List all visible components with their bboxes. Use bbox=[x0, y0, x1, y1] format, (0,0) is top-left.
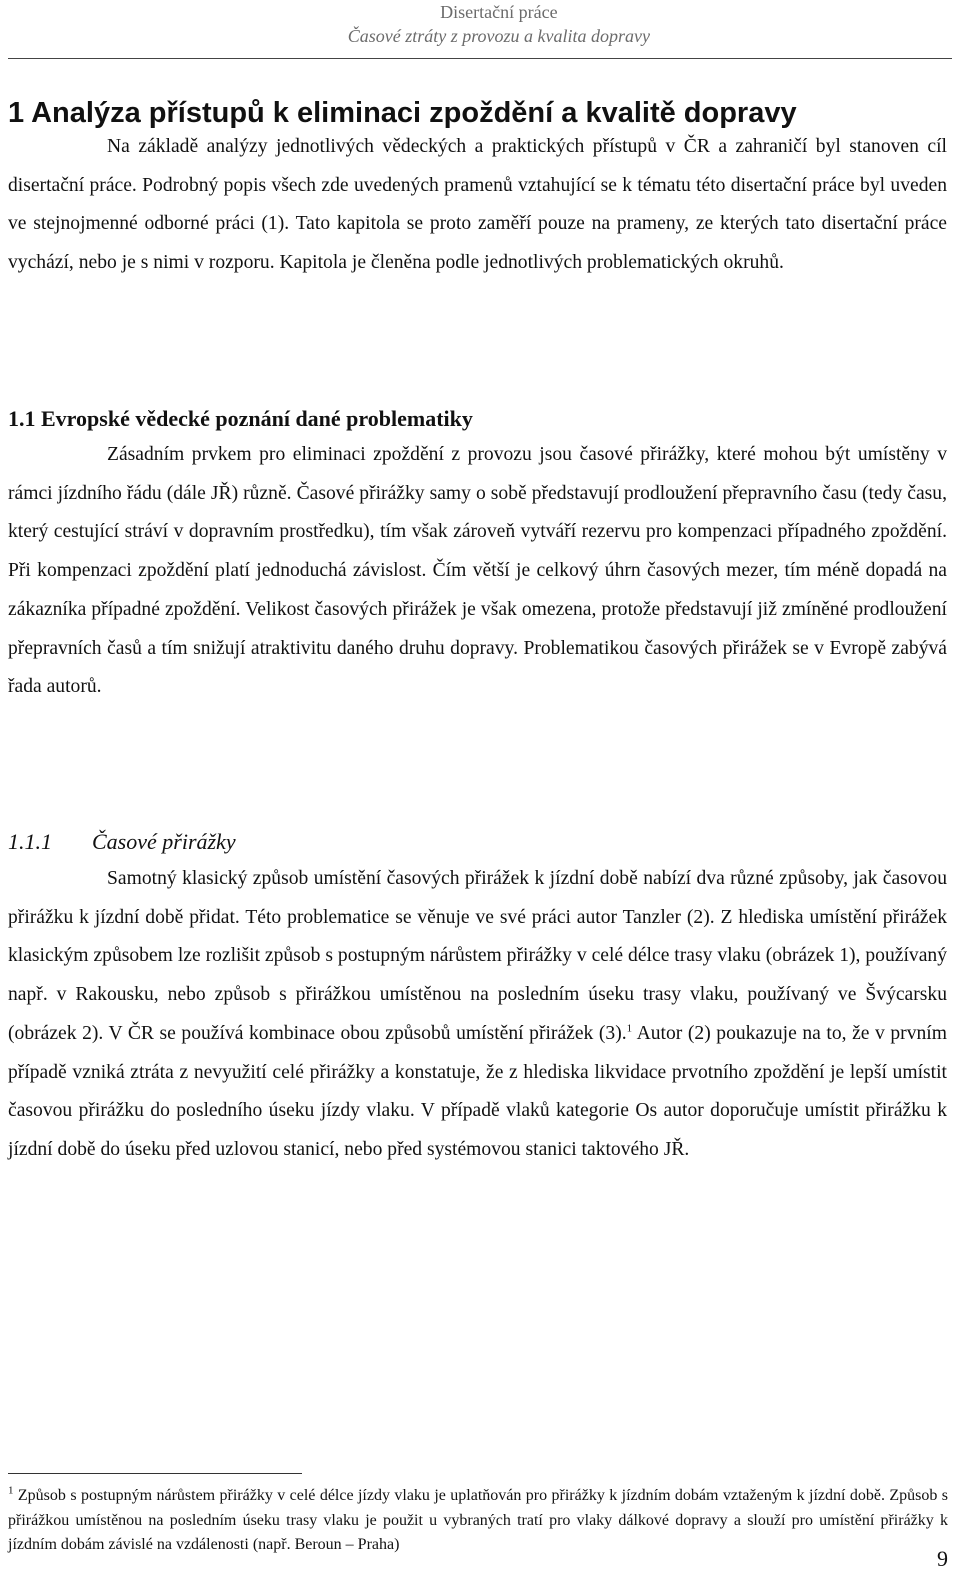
footnote-number: 1 bbox=[8, 1484, 14, 1497]
subsection-text-part-1: Samotný klasický způsob umístění časových přirážek k jízdní době nabízí dva různé způsoby, jak časovou přirážku k jízdní době přidat. Této problematice se věnuje ve své práci autor Tanzler (2). Z hlediska umístění přirážek klasickým způsobem lze rozlišit způsob s postupným nárůstem přirážky v celé délce trasy vlaku (obrázek 1), používaný např. v Rakousku, nebo způsob s přirážkou umístěnou na posledním úseku trasy vlaku, používaný ve Švýcarsku (obrázek 2). V ČR se používá kombinace obou způsobů umístění přirážek (3). bbox=[8, 868, 947, 1044]
section-paragraph: Zásadním prvkem pro eliminaci zpoždění z provozu jsou časové přirážky, které mohou být umístěny v rámci jízdního řádu (dále JŘ) různě. Časové přirážky samy o sobě představují prodloužení přepravního času (tedy času, který cestující stráví v dopravním prostředku), tím však zároveň vytváří rezervu pro kompenzaci případného zpoždění. Při kompenzaci zpoždění platí jednoduchá závislost. Čím větší je celkový úhrn časových mezer, tím méně dopadá na zákazníka případné zpoždění. Velikost časových přirážek je však omezena, protože představují již zmíněné prodloužení přepravních časů a tím snižují atraktivitu daného druhu dopravy. Problematikou časových přirážek se v Evropě zabývá řada autorů. bbox=[8, 444, 947, 698]
running-header bbox=[348, 0, 650, 48]
subsection-name: Časové přirážky bbox=[92, 829, 236, 854]
subsection-paragraph bbox=[8, 860, 947, 1170]
subsection-title bbox=[8, 823, 236, 861]
chapter-title: 1 Analýza přístupů k eliminaci zpoždění a kvalitě dopravy bbox=[8, 97, 797, 129]
header-rule bbox=[8, 58, 952, 59]
header-document-title: Časové ztráty z provozu a kvalita dopravy bbox=[347, 26, 650, 46]
intro-paragraph: Na základě analýzy jednotlivých vědeckých a praktických přístupů v ČR a zahraničí byl stanoven cíl disertační práce. Podrobný popis všech zde uvedených pramenů vztahující se k tématu této disertační práce byl uveden ve stejnojmenné odborné práci (1). Tato kapitola se proto zaměří pouze na prameny, ze kterých tato disertační práce vychází, nebo je s nimi v rozporu. Kapitola je členěna podle jednotlivých problematických okruhů. bbox=[8, 136, 947, 274]
subsection-text-part-2: Autor (2) poukazuje na to, že v prvním případě vzniká ztráta z nevyužití celé přirážky a konstatuje, že z hlediska likvidace prvotního zpoždění je lepší umístit časovou přirážku do posledního úseku jízdy vlaku. V případě vlaků kategorie Os autor doporučuje umístit přirážku k jízdní době do úseku před uzlovou stanicí, nebo před systémovou stanici taktového JŘ. bbox=[8, 1022, 947, 1160]
header-document-type: Disertační práce bbox=[440, 2, 558, 22]
page-number: 9 bbox=[937, 1546, 948, 1571]
footnote-text: Způsob s postupným nárůstem přirážky v celé délce jízdy vlaku je uplatňován pro přirážky k jízdním dobám vztaženým k jízdní době. Způsob s přirážkou umístěnou na posledním úseku trasy vlaku je použit u vybraných tratí pro vlaky dálkové dopravy a slouží pro umístění přirážky k jízdním dobám závislé na vzdálenosti (např. Beroun – Praha) bbox=[8, 1487, 948, 1553]
footnote-separator bbox=[8, 1473, 302, 1474]
section-title: 1.1 Evropské vědecké poznání dané problematiky bbox=[8, 406, 473, 431]
footnote bbox=[8, 1484, 948, 1558]
footnote-reference[interactable]: 1 bbox=[626, 1022, 633, 1035]
subsection-number: 1.1.1 bbox=[8, 829, 52, 854]
